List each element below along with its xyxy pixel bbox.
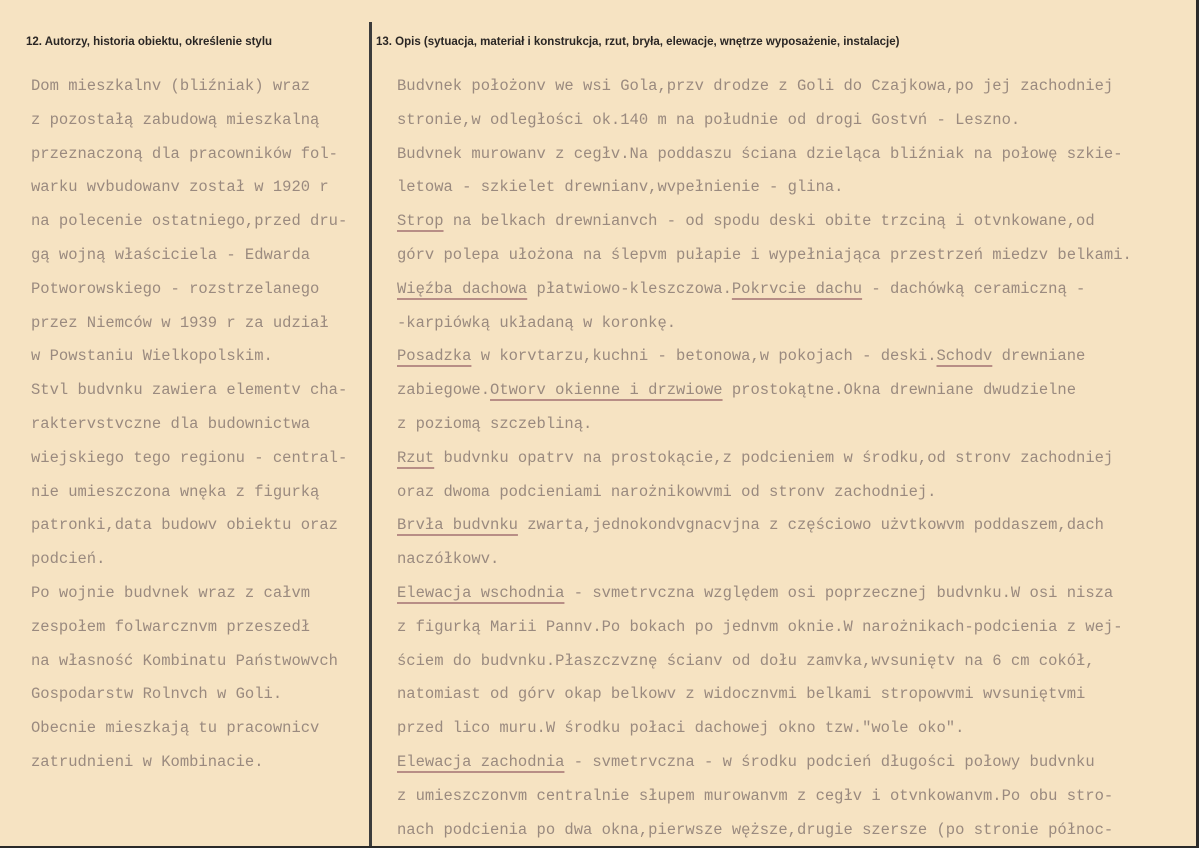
line-text: nach podcienia po dwa okna,pierwsze węższe,drugie szersze (po stronie północ- xyxy=(397,820,1114,839)
text-line: nie umieszczona wnęka z figurką xyxy=(31,482,320,501)
text-line xyxy=(397,476,1132,510)
text-line xyxy=(397,814,1132,848)
underlined-heading: Strop xyxy=(397,212,444,231)
line-text: letowa - szkielet drewnianv,wvpełnienie - glina. xyxy=(397,178,844,197)
line-text: z poziomą szczebliną. xyxy=(397,414,593,433)
text-line xyxy=(397,104,1132,138)
underlined-heading: Brvła budvnku xyxy=(397,516,518,535)
text-line: warku wvbudowanv został w 1920 r xyxy=(31,178,329,197)
underlined-heading: Posadzka xyxy=(397,347,472,366)
text-line xyxy=(397,408,1132,442)
text-line xyxy=(397,678,1132,712)
line-text: natomiast od górv okap belkowv z widocznvmi belkami stropowvmi wvsuniętvmi xyxy=(397,685,1086,704)
text-line: Dom mieszkalnv (bliźniak) wraz xyxy=(31,77,311,95)
underlined-heading: Otworv okienne i drzwiowe xyxy=(490,381,723,400)
text-line xyxy=(397,307,1132,341)
underlined-heading: Elewacja wschodnia xyxy=(397,583,565,602)
line-text: - dachówką ceramiczną - xyxy=(862,279,1086,298)
text-line: gą wojną właściciela - Edwarda xyxy=(31,245,311,264)
section-13-header: 13. Opis (sytuacja, materiał i konstrukcja, rzut, bryła, elewacje, wnętrze wyposażenie, instalacje) xyxy=(376,36,900,48)
section-12-text xyxy=(31,70,347,780)
text-line xyxy=(397,138,1132,172)
line-text: ściem do budvnku.Płaszczvznę ścianv od dołu zamvka,wvsuniętv na 6 cm cokół, xyxy=(397,651,1095,670)
line-text: z umieszczonvm centralnie słupem murowanvm z cegłv i otvnkowanvm.Po obu stro- xyxy=(397,786,1114,805)
text-line xyxy=(397,746,1132,780)
line-text: z figurką Marii Pannv.Po bokach po jednvm oknie.W narożnikach-podcienia z wej- xyxy=(397,617,1123,636)
text-line: przez Niemców w 1939 r za udział xyxy=(31,313,329,332)
text-line xyxy=(397,239,1132,273)
text-line: Stvl budvnku zawiera elementv cha- xyxy=(31,381,348,400)
underlined-heading: Elewacja zachodnia xyxy=(397,752,565,771)
underlined-heading: Schodv xyxy=(936,347,993,366)
text-line: podcień. xyxy=(31,550,106,569)
text-line xyxy=(397,543,1132,577)
text-line xyxy=(397,509,1132,543)
text-line xyxy=(397,645,1132,679)
text-line xyxy=(397,577,1132,611)
text-line xyxy=(397,780,1132,814)
text-line xyxy=(397,442,1132,476)
line-text: Budvnek murowanv z cegłv.Na poddaszu ściana dzieląca bliźniak na połowę szkie- xyxy=(397,144,1123,163)
line-text: naczółkowv. xyxy=(397,550,500,569)
text-line: patronki,data budowv obiektu oraz xyxy=(31,516,338,535)
text-line: Gospodarstw Rolnvch w Goli. xyxy=(31,685,283,704)
underlined-heading: Więźba dachowa xyxy=(397,279,528,298)
text-line: Potworowskiego - rozstrzelanego xyxy=(31,279,320,298)
line-text: -karpiówką układaną w koronkę. xyxy=(397,313,677,332)
line-text: stronie,w odległości ok.140 m na południe od drogi Gostvń - Leszno. xyxy=(397,110,1021,129)
line-text: zabiegowe. xyxy=(397,381,491,400)
section-12-header: 12. Autorzy, historia obiektu, określenie stylu xyxy=(26,36,273,48)
line-text: oraz dwoma podcieniami narożnikowvmi od stronv zachodniej. xyxy=(397,482,937,501)
line-text: budvnku opatrv na prostokącie,z podcieniem w środku,od stronv zachodniej xyxy=(434,448,1114,467)
underlined-heading: Pokrvcie dachu xyxy=(731,279,863,298)
line-text: drewniane xyxy=(992,347,1086,366)
line-text: w korvtarzu,kuchni - betonowa,w pokojach - deski. xyxy=(471,347,937,366)
text-line: z pozostałą zabudową mieszkalną xyxy=(31,110,320,129)
text-line xyxy=(397,171,1132,205)
text-line: Obecnie mieszkają tu pracownicv xyxy=(31,719,320,738)
column-divider xyxy=(369,22,372,848)
text-line xyxy=(397,340,1132,374)
text-line: na własność Kombinatu Państwowvch xyxy=(31,651,338,670)
text-line: Po wojnie budvnek wraz z całvm xyxy=(31,583,311,602)
line-text: zwarta,jednokondvgnacvjna z częściowo użvtkowvm poddaszem,dach xyxy=(517,516,1104,535)
text-line: wiejskiego tego regionu - central- xyxy=(31,448,348,467)
text-line xyxy=(397,273,1132,307)
text-line xyxy=(397,611,1132,645)
text-line xyxy=(397,374,1132,408)
text-line: zespołem folwarcznvm przeszedł xyxy=(31,617,311,636)
line-text: przed lico muru.W środku połaci dachowej okno tzw."wole oko". xyxy=(397,719,965,738)
line-text: prostokątne.Okna drewniane dwudzielne xyxy=(722,381,1077,400)
line-text: - svmetrvczna względem osi poprzecznej budvnku.W osi nisza xyxy=(564,583,1114,602)
section-13-text xyxy=(397,70,1132,847)
text-line: na polecenie ostatniego,przed dru- xyxy=(31,212,348,231)
text-line: zatrudnieni w Kombinacie. xyxy=(31,752,264,771)
line-text: na belkach drewnianvch - od spodu deski obite trzciną i otvnkowane,od xyxy=(443,212,1095,231)
line-text: - svmetrvczna - w środku podcień długości połowy budvnku xyxy=(564,752,1095,771)
line-text: płatwiowo-kleszczowa. xyxy=(527,279,732,298)
line-text: Budvnek położonv we wsi Gola,przv drodze z Goli do Czajkowa,po jej zachodniej xyxy=(397,77,1114,95)
text-line xyxy=(397,712,1132,746)
text-line xyxy=(397,205,1132,239)
text-line: przeznaczoną dla pracowników fol- xyxy=(31,144,338,163)
underlined-heading: Rzut xyxy=(397,448,435,467)
text-line xyxy=(397,70,1132,104)
text-line: w Powstaniu Wielkopolskim. xyxy=(31,347,273,366)
line-text: górv polepa ułożona na ślepvm pułapie i wypełniająca przestrzeń miedzv belkami. xyxy=(397,245,1132,264)
text-line: raktervstvczne dla budownictwa xyxy=(31,414,311,433)
